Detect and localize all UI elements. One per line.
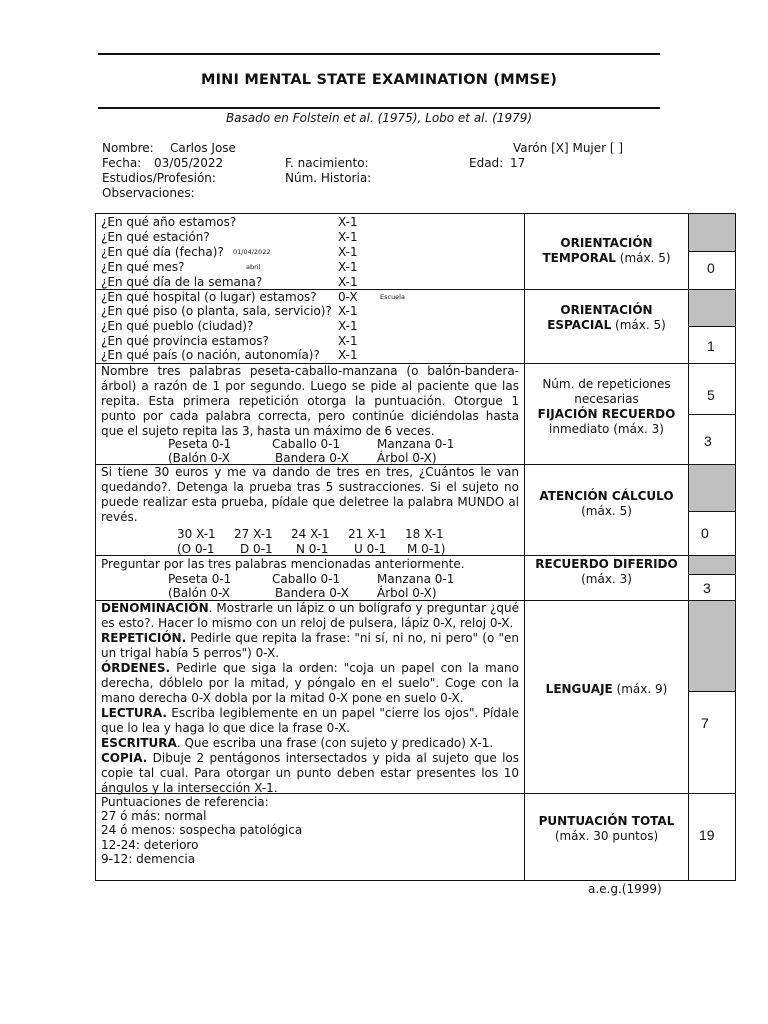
reference-line: Puntuaciones de referencia: [101, 795, 269, 809]
word-item: Peseta 0-1 [168, 437, 232, 451]
question: ¿En qué mes? [101, 260, 185, 274]
spelling-item: M 0-1) [407, 542, 446, 556]
score-recuerdo: 3 [703, 580, 711, 596]
question: ¿En qué pueblo (ciudad)? [101, 319, 254, 333]
answer-note: abril [246, 263, 261, 271]
date-label: Fecha: [102, 156, 142, 170]
observations-label: Observaciones: [102, 186, 195, 200]
spelling-item: U 0-1 [354, 542, 387, 556]
page-subtitle: Basado en Folstein et al. (1975), Lobo et al. (1979) [225, 111, 533, 125]
history-label: Núm. Historia: [285, 171, 372, 185]
question-score: 0-X [338, 290, 358, 304]
subtraction-item: 18 X-1 [405, 527, 444, 541]
word-item: Bandera 0-X [275, 586, 349, 600]
word-item: (Balón 0-X [168, 451, 230, 465]
score-atencion: 0 [701, 525, 709, 541]
category-total: PUNTUACIÓN TOTAL (máx. 30 puntos) [538, 814, 675, 843]
reference-line: 12-24: deterioro [101, 838, 199, 852]
answer-note: 01/04/2022 [233, 248, 271, 256]
score-lenguaje: 7 [701, 715, 709, 731]
title-rule [98, 107, 660, 109]
question-score: X-1 [338, 260, 358, 274]
sex-field: Varón [X] Mujer [ ] [513, 141, 624, 155]
copia-heading: COPIA. [101, 751, 148, 765]
birth-label: F. nacimiento: [285, 156, 369, 170]
word-item: Árbol 0-X) [377, 451, 437, 465]
reference-line: 9-12: demencia [101, 852, 196, 866]
ordenes-heading: ÓRDENES. [101, 661, 171, 675]
score-total: 19 [699, 827, 715, 843]
answer-note: Escuela [380, 293, 405, 301]
name-value: Carlos Jose [170, 141, 236, 155]
atencion-instructions: Si tiene 30 euros y me va dando de tres en tres, ¿Cuántos le van quedando?. Detenga la prueba tras 5 sustracciones. Si el sujeto no puede realizar esta prueba, pídale que deletree la palabra MUNDO al revés. [101, 465, 519, 524]
escritura-heading: ESCRITURA [101, 736, 177, 750]
denominacion-heading: DENOMINACIÓN [101, 601, 209, 615]
page-title: MINI MENTAL STATE EXAMINATION (MMSE) [200, 72, 558, 88]
fijacion-instructions: Nombre tres palabras peseta-caballo-manzana (o balón-bandera-árbol) a razón de 1 por segundo. Luego se pide al paciente que las repita. Esta primera repetición otorga la puntuación. Otorgue 1 punto por cada palabra correcta, pero continúe diciéndolas hasta que el sujeto repita las 3, hasta un máximo de 6 veces. [101, 364, 519, 438]
lectura-heading: LECTURA. [101, 706, 167, 720]
question: ¿En qué día (fecha)? [101, 245, 224, 259]
question: ¿En qué año estamos? [101, 215, 237, 229]
name-label: Nombre: [102, 141, 154, 155]
repeticion-heading: REPETICIÓN. [101, 631, 187, 645]
age-label: Edad: [469, 156, 504, 170]
question: ¿En qué día de la semana? [101, 275, 263, 289]
question-score: X-1 [338, 334, 358, 348]
subtraction-item: 30 X-1 [177, 527, 216, 541]
subtraction-item: 27 X-1 [234, 527, 273, 541]
category-espacial: ORIENTACIÓN ESPACIAL (máx. 5) [547, 303, 666, 332]
question-score: X-1 [338, 245, 358, 259]
category-temporal: ORIENTACIÓN TEMPORAL (máx. 5) [542, 236, 671, 265]
studies-label: Estudios/Profesión: [102, 171, 216, 185]
spelling-item: (O 0-1 [177, 542, 215, 556]
category-lenguaje: LENGUAJE (máx. 9) [545, 682, 668, 696]
question: ¿En qué provincia estamos? [101, 334, 269, 348]
subtraction-item: 21 X-1 [348, 527, 387, 541]
category-fijacion: Núm. de repeticiones necesarias FIJACIÓN RECUERDO inmediato (máx. 3) [537, 377, 676, 436]
question: ¿En qué país (o nación, autonomía)? [101, 348, 320, 362]
reference-line: 24 ó menos: sospecha patológica [101, 823, 303, 837]
word-item: (Balón 0-X [168, 586, 230, 600]
question-score: X-1 [338, 275, 358, 289]
question-score: X-1 [338, 348, 358, 362]
category-atencion: ATENCIÓN CÁLCULO (máx. 5) [539, 489, 674, 518]
word-item: Caballo 0-1 [272, 572, 341, 586]
word-item: Manzana 0-1 [377, 572, 455, 586]
question-score: X-1 [338, 230, 358, 244]
score-temporal: 0 [707, 260, 715, 276]
top-rule [98, 53, 660, 55]
question-score: X-1 [338, 215, 358, 229]
word-item: Caballo 0-1 [272, 437, 341, 451]
age-value: 17 [510, 156, 526, 170]
score-espacial: 1 [707, 338, 715, 354]
score-fijacion: 3 [704, 433, 712, 449]
reference-line: 27 ó más: normal [101, 809, 207, 823]
footer-credit: a.e.g.(1999) [588, 882, 662, 896]
recuerdo-instructions: Preguntar por las tres palabras mencionadas anteriormente. [101, 557, 465, 571]
date-value: 03/05/2022 [154, 156, 224, 170]
word-item: Manzana 0-1 [377, 437, 455, 451]
word-item: Bandera 0-X [275, 451, 349, 465]
subtraction-item: 24 X-1 [291, 527, 330, 541]
word-item: Peseta 0-1 [168, 572, 232, 586]
lenguaje-instructions: DENOMINACIÓN. Mostrarle un lápiz o un bolígrafo y preguntar ¿qué es esto?. Hacer lo mismo con un reloj de pulsera, lápiz 0-X, reloj 0-X. REPETICIÓN. Pedirle que repita la frase: "ni sí, ni no, ni pero" (o "en un trigal había 5 perros") 0-X. ÓRDENES. Pedirle que siga la orden: "coja un papel con la mano derecha, dóblelo por la mitad, y póngalo en el suelo". Coge con la mano derecha 0-X dobla por la mitad 0-X pone en suelo 0-X. LECTURA. Escriba legiblemente en un papel "cierre los ojos". Pídale que lo lea y haga lo que dice la frase 0-X. ESCRITURA. Que escriba una frase (con sujeto y predicado) X-1. COPIA. Dibuje 2 pentágonos intersectados y pida al sujeto que los copie tal cual. Para otorgar un punto deben estar presentes los 10 ángulos y la intersección X-1. [101, 601, 519, 795]
question: ¿En qué piso (o planta, sala, servicio)? [101, 304, 332, 318]
question: ¿En qué hospital (o lugar) estamos? [101, 290, 317, 304]
question-score: X-1 [338, 304, 358, 318]
question-score: X-1 [338, 319, 358, 333]
spelling-item: D 0-1 [240, 542, 273, 556]
category-recuerdo: RECUERDO DIFERIDO (máx. 3) [535, 557, 678, 586]
score-repetitions: 5 [707, 387, 715, 403]
word-item: Árbol 0-X) [377, 586, 437, 600]
spelling-item: N 0-1 [296, 542, 329, 556]
question: ¿En qué estación? [101, 230, 210, 244]
